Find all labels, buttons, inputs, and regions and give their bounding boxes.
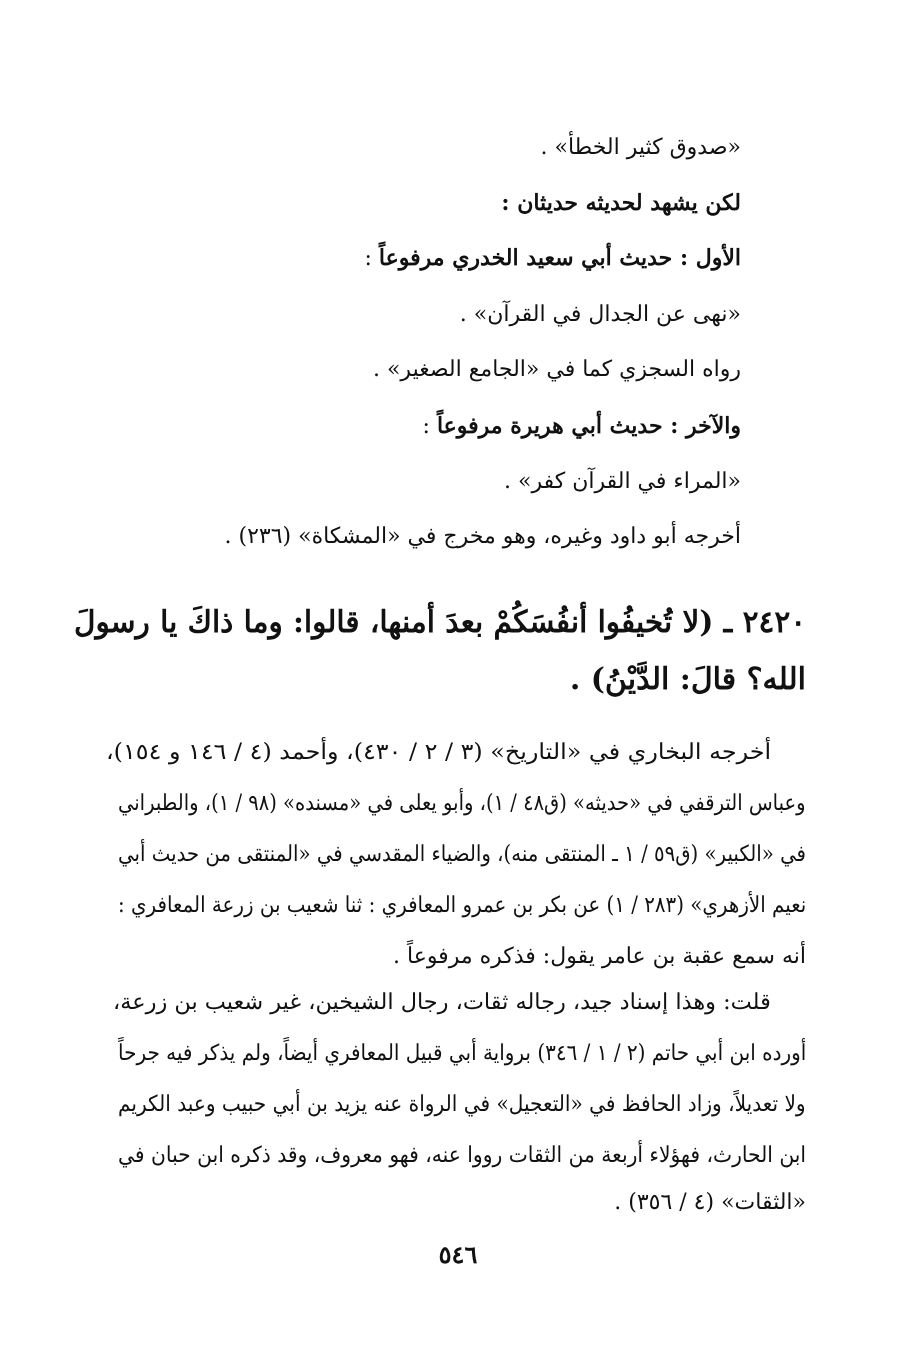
quote-line: «نهى عن الجدال في القرآن» .	[459, 302, 741, 327]
quote-line: «المراء في القرآن كفر» .	[504, 469, 741, 494]
first-witness-label: الأول : حديث أبي سعيد الخدري مرفوعاً	[378, 245, 741, 271]
paragraph-line: ولا تعديلاً، وزاد الحافظ في «التعجيل» في الرواة عنه يزيد بن أبي حبيب وعبد الكريم	[118, 1092, 806, 1117]
page-number: ٥٤٦	[438, 1240, 478, 1269]
second-witness-line	[423, 413, 741, 440]
paragraph-line: وعباس الترقفي في «حديثه» (ق٤٨ / ١)، وأبو يعلى في «مسنده» (٩٨ / ١)، والطبراني	[118, 791, 806, 816]
second-witness-colon: :	[422, 414, 437, 439]
bold-heading-line: لكن يشهد لحديثه حديثان :	[501, 190, 741, 216]
text-line: أخرجه أبو داود وغيره، وهو مخرج في «المشكاة» (٢٣٦) .	[224, 524, 741, 549]
hadith-title-line-1: ٢٤٢٠ ـ (لا تُخيفُوا أنفُسَكُمْ بعدَ أمنها، قالوا: وما ذاكَ يا رسولَ	[73, 605, 806, 640]
paragraph-line: قلت: وهذا إسناد جيد، رجاله ثقات، رجال الشيخين، غير شعيب بن زرعة،	[113, 990, 771, 1015]
paragraph-line: نعيم الأزهري» (٢٨٣ / ١) عن بكر بن عمرو المعافري : ثنا شعيب بن زرعة المعافري :	[117, 893, 806, 918]
hadith-title-line-2: الله؟ قالَ: الدَّيْنُ) .	[569, 662, 806, 697]
second-witness-label: والآخر : حديث أبي هريرة مرفوعاً	[436, 413, 741, 439]
first-witness-colon: :	[364, 246, 379, 271]
paragraph-line: في «الكبير» (ق٥٩ / ١ ـ المنتقى منه)، والضياء المقدسي في «المنتقى من حديث أبي	[118, 842, 806, 867]
text-line: رواه السجزي كما في «الجامع الصغير» .	[372, 357, 741, 382]
paragraph-line: «الثقات» (٤ / ٣٥٦) .	[614, 1190, 806, 1215]
quote-line: «صدوق كثير الخطأ» .	[540, 135, 741, 160]
paragraph-line: أنه سمع عقبة بن عامر يقول: فذكره مرفوعاً .	[393, 944, 806, 969]
paragraph-line: أورده ابن أبي حاتم (٢ / ١ / ٣٤٦) برواية أبي قبيل المعافري أيضاً، ولم يذكر فيه جرحاً	[117, 1041, 806, 1066]
first-witness-line	[365, 245, 741, 272]
paragraph-line: ابن الحارث، فهؤلاء أربعة من الثقات رووا عنه، فهو معروف، وقد ذكره ابن حبان في	[117, 1143, 806, 1168]
paragraph-line: أخرجه البخاري في «التاريخ» (٣ / ٢ / ٤٣٠)، وأحمد (٤ / ١٤٦ و ١٥٤)،	[105, 740, 771, 765]
